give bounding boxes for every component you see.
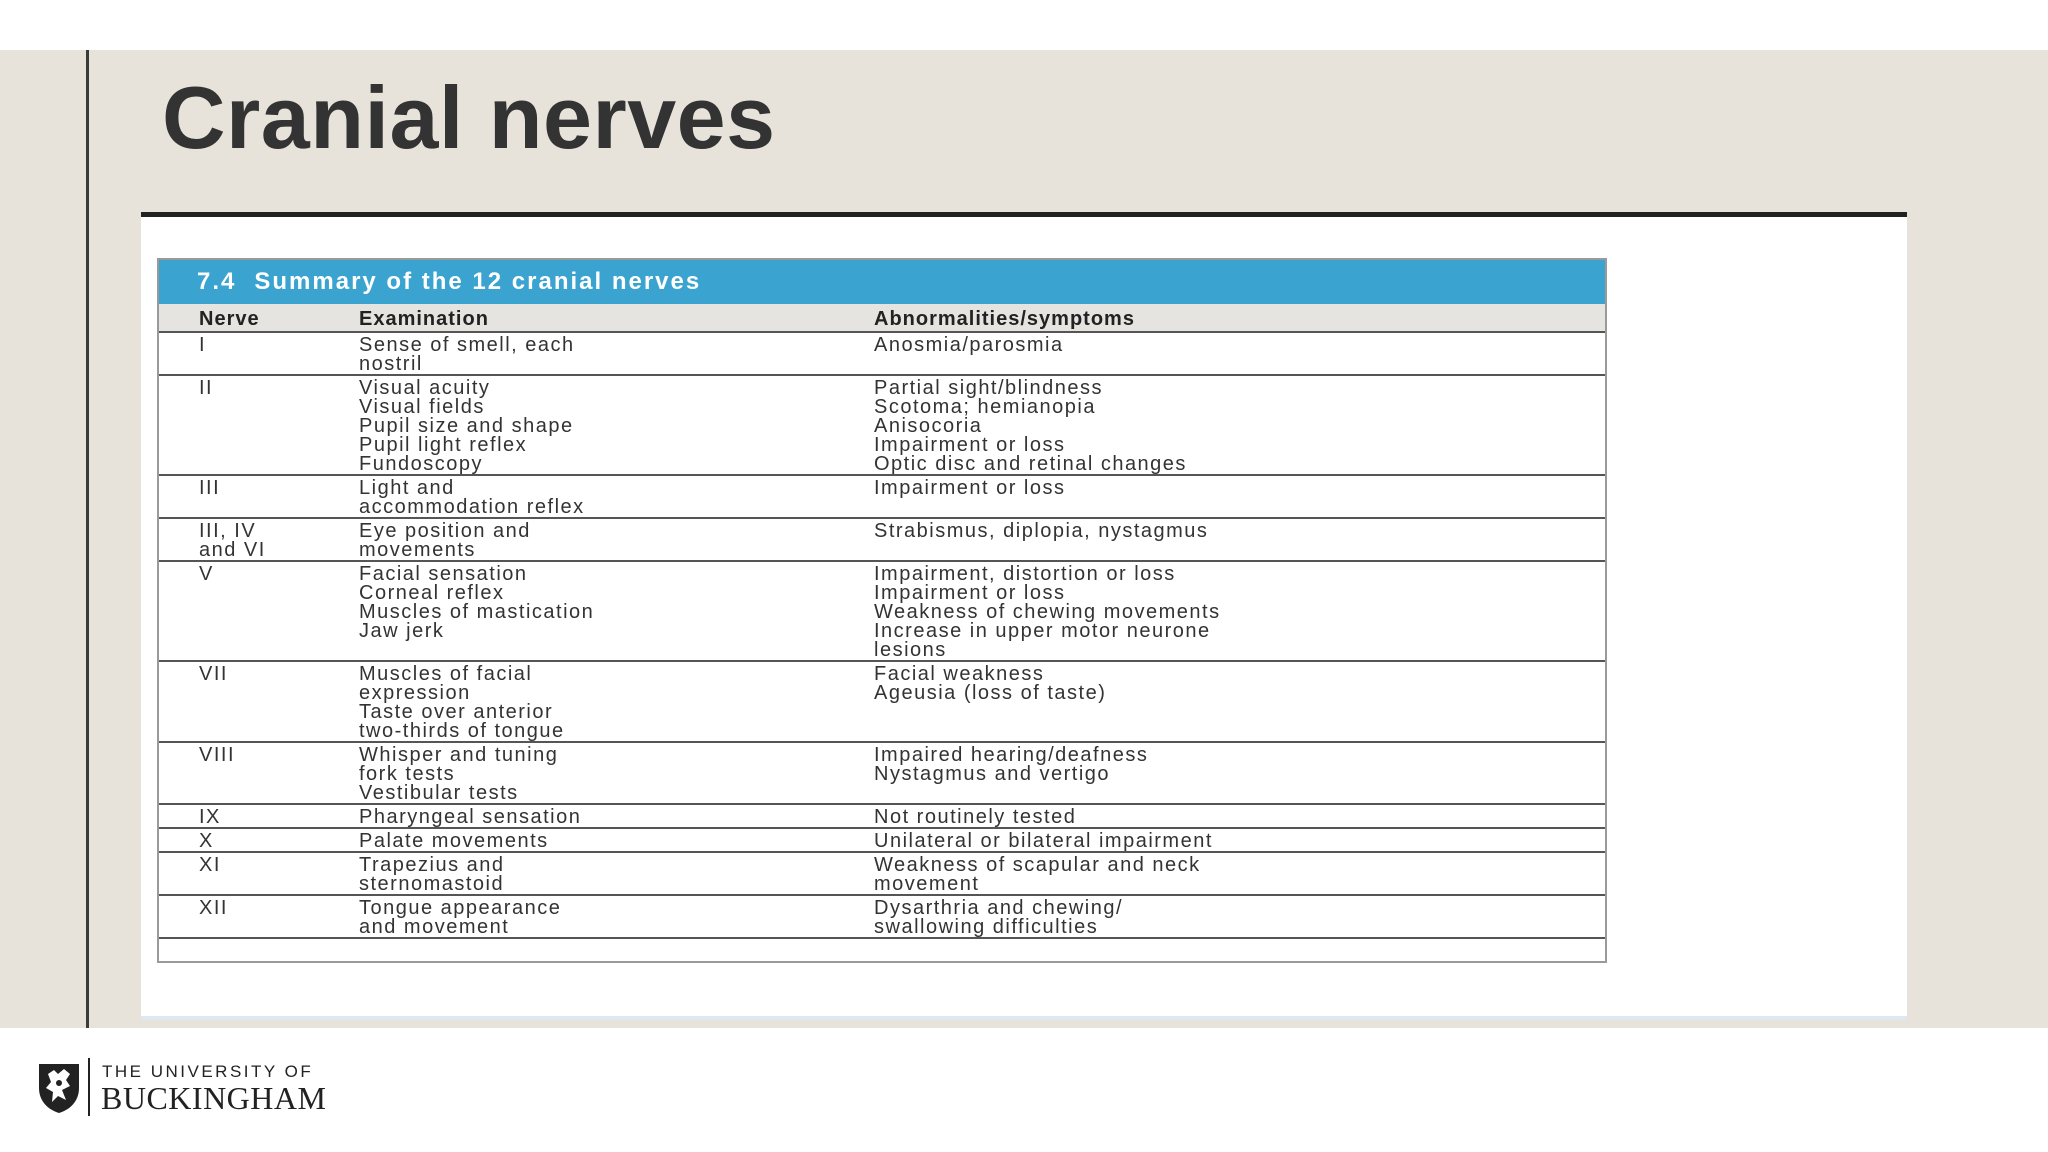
examination-cell-line: Vestibular tests xyxy=(359,782,519,804)
header-nerve: Nerve xyxy=(159,304,359,332)
examination-cell-line: Muscles of mastication xyxy=(359,601,595,623)
examination-cell-line: Jaw jerk xyxy=(359,620,445,642)
examination-cell xyxy=(359,852,874,895)
abnormalities-cell-line: Impairment or loss xyxy=(874,477,1066,499)
table-row xyxy=(159,828,1605,852)
abnormalities-cell xyxy=(874,804,1605,828)
nerve-cell-line: III, IV xyxy=(199,520,257,542)
examination-cell-line: Whisper and tuning xyxy=(359,744,559,766)
table-row xyxy=(159,661,1605,742)
nerve-cell-line: VIII xyxy=(199,744,236,766)
examination-cell xyxy=(359,518,874,561)
table-row xyxy=(159,375,1605,475)
abnormalities-cell xyxy=(874,661,1605,742)
examination-cell-line: Sense of smell, each xyxy=(359,334,575,356)
examination-cell xyxy=(359,661,874,742)
abnormalities-cell xyxy=(874,518,1605,561)
abnormalities-cell-line: Impairment, distortion or loss xyxy=(874,563,1176,585)
abnormalities-cell xyxy=(874,332,1605,375)
abnormalities-cell-line: Weakness of chewing movements xyxy=(874,601,1221,623)
examination-cell xyxy=(359,895,874,938)
cranial-nerves-table xyxy=(157,258,1607,963)
examination-cell-line: Trapezius and xyxy=(359,854,505,876)
abnormalities-cell xyxy=(874,742,1605,804)
abnormalities-cell-line: Weakness of scapular and neck xyxy=(874,854,1201,876)
examination-cell xyxy=(359,332,874,375)
nerve-cell-line: III xyxy=(199,477,221,499)
abnormalities-cell-line: Increase in upper motor neurone xyxy=(874,620,1211,642)
abnormalities-cell-line: Ageusia (loss of taste) xyxy=(874,682,1107,704)
examination-cell-line: expression xyxy=(359,682,471,704)
table-row xyxy=(159,332,1605,375)
nerve-cell-line: VII xyxy=(199,663,228,685)
logo-buckingham: BUCKINGHAM xyxy=(101,1080,327,1116)
nerve-cell xyxy=(159,518,359,561)
abnormalities-cell-line: swallowing difficulties xyxy=(874,916,1099,938)
left-vertical-rule xyxy=(86,50,89,1028)
examination-cell xyxy=(359,475,874,518)
table-row xyxy=(159,852,1605,895)
abnormalities-cell xyxy=(874,561,1605,661)
examination-cell-line: movements xyxy=(359,539,476,561)
nerve-cell-line: XII xyxy=(199,897,228,919)
nerve-cell-line: and VI xyxy=(199,539,266,561)
nerve-cell xyxy=(159,475,359,518)
examination-cell xyxy=(359,804,874,828)
table-caption-text: Summary of the 12 cranial nerves xyxy=(254,268,702,295)
examination-cell-line: accommodation reflex xyxy=(359,496,585,518)
examination-cell-line: Facial sensation xyxy=(359,563,528,585)
nerve-cell xyxy=(159,828,359,852)
shield-crest-icon xyxy=(36,1060,82,1114)
examination-cell-line: Corneal reflex xyxy=(359,582,505,604)
abnormalities-cell-line: Dysarthria and chewing/ xyxy=(874,897,1124,919)
abnormalities-cell-line: Anosmia/parosmia xyxy=(874,334,1064,356)
table-row xyxy=(159,804,1605,828)
examination-cell xyxy=(359,561,874,661)
examination-cell-line: Taste over anterior xyxy=(359,701,554,723)
nerve-cell-line: I xyxy=(199,334,207,356)
content-panel-bottom-edge xyxy=(141,1016,1907,1020)
nerve-cell xyxy=(159,561,359,661)
examination-cell-line: sternomastoid xyxy=(359,873,505,895)
table-row xyxy=(159,895,1605,938)
abnormalities-cell-line: Facial weakness xyxy=(874,663,1045,685)
abnormalities-cell-line: Unilateral or bilateral impairment xyxy=(874,830,1213,852)
abnormalities-cell xyxy=(874,895,1605,938)
nerve-cell-line: X xyxy=(199,830,214,852)
header-abnormalities: Abnormalities/symptoms xyxy=(874,304,1605,332)
abnormalities-cell-line: Nystagmus and vertigo xyxy=(874,763,1111,785)
nerve-cell-line: IX xyxy=(199,806,221,828)
examination-cell-line: Visual acuity xyxy=(359,377,491,399)
abnormalities-cell-line: Impairment or loss xyxy=(874,582,1066,604)
nerve-cell xyxy=(159,804,359,828)
abnormalities-cell-line: Not routinely tested xyxy=(874,806,1077,828)
examination-cell-line: Light and xyxy=(359,477,455,499)
examination-cell-line: two-thirds of tongue xyxy=(359,720,565,742)
top-strip xyxy=(0,0,2048,50)
table-caption-number: 7.4 xyxy=(197,268,237,295)
abnormalities-cell-line: Anisocoria xyxy=(874,415,983,437)
abnormalities-cell xyxy=(874,852,1605,895)
logo-university-of: THE UNIVERSITY OF xyxy=(102,1062,314,1081)
examination-cell-line: Muscles of facial xyxy=(359,663,533,685)
nerve-cell xyxy=(159,661,359,742)
table-row xyxy=(159,518,1605,561)
nerve-cell xyxy=(159,852,359,895)
nerve-cell xyxy=(159,742,359,804)
abnormalities-cell-line: Impairment or loss xyxy=(874,434,1066,456)
abnormalities-cell-line: lesions xyxy=(874,639,947,661)
table-row xyxy=(159,475,1605,518)
examination-cell-line: Pupil size and shape xyxy=(359,415,574,437)
table-grid xyxy=(159,304,1605,939)
nerve-cell-line: II xyxy=(199,377,214,399)
table-row xyxy=(159,561,1605,661)
logo-divider xyxy=(88,1058,90,1116)
nerve-cell xyxy=(159,895,359,938)
examination-cell-line: Fundoscopy xyxy=(359,453,483,475)
table-row xyxy=(159,742,1605,804)
examination-cell-line: and movement xyxy=(359,916,510,938)
examination-cell xyxy=(359,375,874,475)
table-header-row xyxy=(159,304,1605,332)
examination-cell-line: fork tests xyxy=(359,763,456,785)
examination-cell-line: Visual fields xyxy=(359,396,485,418)
abnormalities-cell-line: movement xyxy=(874,873,980,895)
nerve-cell-line: V xyxy=(199,563,214,585)
abnormalities-cell-line: Scotoma; hemianopia xyxy=(874,396,1096,418)
abnormalities-cell xyxy=(874,828,1605,852)
abnormalities-cell-line: Partial sight/blindness xyxy=(874,377,1104,399)
examination-cell-line: Eye position and xyxy=(359,520,531,542)
examination-cell-line: Palate movements xyxy=(359,830,549,852)
header-examination: Examination xyxy=(359,304,874,332)
table-body xyxy=(159,332,1605,938)
table-caption xyxy=(159,260,1605,304)
abnormalities-cell-line: Strabismus, diplopia, nystagmus xyxy=(874,520,1209,542)
examination-cell-line: Pharyngeal sensation xyxy=(359,806,582,828)
slide-title: Cranial nerves xyxy=(162,68,776,167)
examination-cell xyxy=(359,742,874,804)
nerve-cell xyxy=(159,332,359,375)
abnormalities-cell-line: Impaired hearing/deafness xyxy=(874,744,1149,766)
nerve-cell xyxy=(159,375,359,475)
nerve-cell-line: XI xyxy=(199,854,221,876)
abnormalities-cell xyxy=(874,475,1605,518)
examination-cell-line: Tongue appearance xyxy=(359,897,562,919)
examination-cell-line: Pupil light reflex xyxy=(359,434,528,456)
examination-cell xyxy=(359,828,874,852)
abnormalities-cell xyxy=(874,375,1605,475)
abnormalities-cell-line: Optic disc and retinal changes xyxy=(874,453,1187,475)
examination-cell-line: nostril xyxy=(359,353,423,375)
